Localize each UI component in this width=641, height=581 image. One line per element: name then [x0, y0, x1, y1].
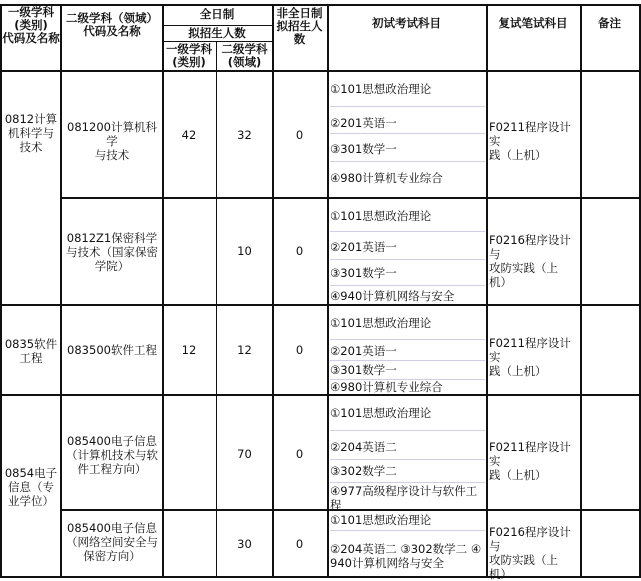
second-quota: 30: [237, 537, 252, 551]
exam-item: ③301数学一: [330, 142, 397, 156]
exam-item: ①101思想政治理论: [330, 209, 432, 223]
retest-subject: F0216程序设计与 攻防实践（上 机）: [489, 233, 571, 289]
retest-subject: F0211程序设计实 践（上机）: [489, 440, 571, 482]
major-name: 081200计算机科学 与技术: [67, 120, 157, 162]
exam-item: ③301数学一: [330, 363, 397, 377]
retest-subject: F0216程序设计与 攻防实践（上 机）: [489, 525, 571, 581]
header-parttime: 非全日制 拟招生人 数: [276, 6, 323, 46]
exam-item: ④940计算机网络与安全: [330, 289, 455, 303]
major-name: 0812Z1保密科学 与技术（国家保密 学院）: [66, 231, 158, 273]
exam-item: ②201英语一: [330, 344, 397, 358]
exam-item: ②201英语一: [330, 116, 397, 130]
first-quota: 42: [181, 128, 197, 142]
first-quota: 12: [181, 343, 197, 357]
header-col2: 二级学科（领域） 代码及名称: [66, 11, 158, 38]
parttime-quota: 0: [295, 447, 304, 461]
parttime-quota: 0: [295, 244, 304, 258]
header-sub-first: 一级学科 (类别): [166, 42, 212, 69]
retest-subject: F0211程序设计实 践（上机）: [489, 120, 571, 162]
exam-item: ③301数学一: [330, 266, 397, 280]
retest-subject: F0211程序设计实 践（上机）: [489, 336, 571, 378]
second-quota: 70: [237, 447, 252, 461]
parttime-quota: 0: [295, 343, 304, 357]
group-name: 0835软件 工程: [4, 337, 58, 365]
major-name: 085400电子信息 （网络空间安全与 保密方向）: [66, 521, 158, 563]
header-fulltime: 全日制: [199, 7, 235, 21]
second-quota: 12: [237, 343, 252, 357]
exam-item: ④980计算机专业综合: [330, 380, 443, 394]
exam-item: ②204英语二: [330, 440, 397, 454]
exam-item: ④977高级程序设计与软件工 程: [330, 484, 478, 512]
header-remark: 备注: [598, 16, 621, 30]
group-name: 0812计算 机科学与 技术: [4, 112, 58, 154]
exam-item: ②201英语一: [330, 240, 397, 254]
header-prelim: 初试考试科目: [372, 16, 441, 30]
major-name: 083500软件工程: [67, 343, 157, 357]
parttime-quota: 0: [295, 128, 304, 142]
header-col1: 一级学科 (类别) 代码及名称: [2, 5, 60, 45]
major-name: 085400电子信息 （计算机技术与软 件工程方向）: [66, 434, 158, 476]
exam-item: ④980计算机专业综合: [330, 171, 443, 185]
parttime-quota: 0: [295, 537, 304, 551]
second-quota: 10: [237, 244, 252, 258]
exam-item: ①101思想政治理论: [330, 316, 432, 330]
exam-item: ①101思想政治理论: [330, 82, 432, 96]
exam-item: ①101思想政治理论: [330, 513, 432, 527]
header-quota: 拟招生人数: [188, 26, 246, 40]
exam-item: ②204英语二 ③302数学二 ④ 940计算机网络与安全: [330, 542, 482, 570]
header-sub-second: 二级学科 (领域): [221, 42, 268, 69]
second-quota: 32: [237, 128, 252, 142]
exam-item: ①101思想政治理论: [330, 406, 432, 420]
header-retest: 复试笔试科目: [498, 16, 568, 30]
exam-item: ③302数学二: [330, 464, 397, 478]
group-name: 0854电子 信息（专 业学位）: [4, 466, 58, 508]
